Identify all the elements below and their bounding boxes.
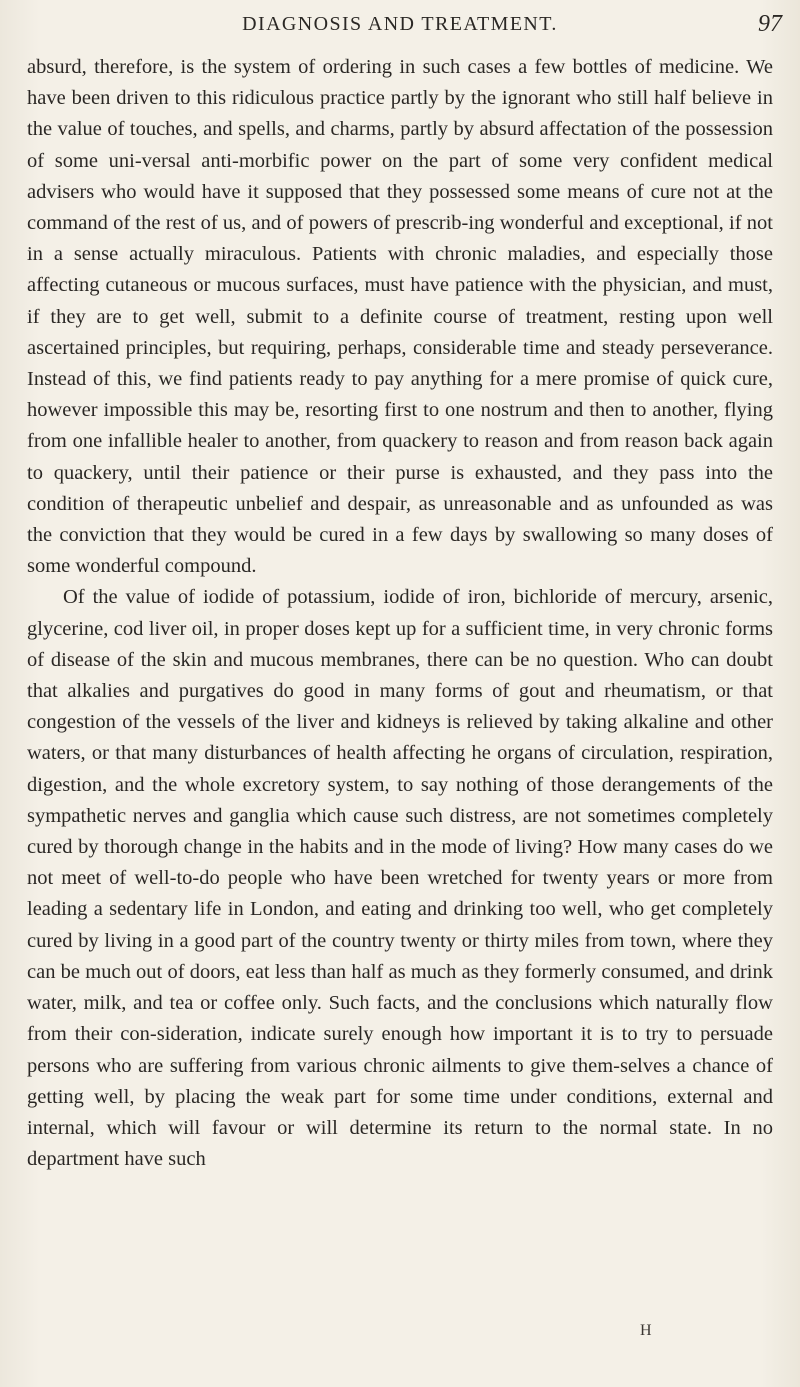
running-title: DIAGNOSIS AND TREATMENT. — [242, 13, 558, 35]
paragraph-continued: absurd, therefore, is the system of ordering in such cases a few bottles of medicine. We have been driven to this ridiculous practice partly by the ignorant who still half believe in the value of touches, and spells, and charms, partly by absurd affectation of the possession of some uni-versal anti-morbific power on the part of some very confident medical advisers who would have it supposed that they possessed some means of cure not at the command of the rest of us, and of powers of prescrib-ing wonderful and exceptional, if not in a sense actually miraculous. Patients with chronic maladies, and especially those affecting cutaneous or mucous surfaces, must have patience with the physician, and must, if they are to get well, submit to a definite course of treatment, resting upon well ascertained principles, but requiring, perhaps, considerable time and steady perseverance. Instead of this, we find patients ready to pay anything for a mere promise of quick cure, however impossible this may be, resorting first to one nostrum and then to another, flying from one infallible healer to another, from quackery to reason and from reason back again to quackery, until their patience or their purse is exhausted, and they pass into the condition of therapeutic unbelief and despair, as unreasonable and as unfounded as was the conviction that they would be cured in a few days by swallowing so many doses of some wonderful compound. — [27, 56, 773, 578]
signature-mark: H — [640, 1322, 653, 1339]
paragraph-remedies: Of the value of iodide of potassium, iodide of iron, bichloride of mercury, arsenic, glycerine, cod liver oil, in proper doses kept up for a sufficient time, in very chronic forms of disease of the skin and mucous membranes, there can be no question. Who can doubt that alkalies and purgatives do good in many forms of gout and rheumatism, or that congestion of the vessels of the liver and kidneys is relieved by taking alkaline and other waters, or that many disturbances of health affecting he organs of circulation, respiration, digestion, and the whole excretory system, to say nothing of those derangements of the sympathetic nerves and ganglia which cause such distress, are not sometimes completely cured by thorough change in the habits and in the mode of living? How many cases do we not meet of well-to-do people who have been wretched for twenty years or more from leading a sedentary life in London, and eating and drinking too well, who get completely cured by living in a good part of the country twenty or thirty miles from town, where they can be much out of doors, eat less than half as much as they formerly consumed, and drink water, milk, and tea or coffee only. Such facts, and the conclusions which naturally flow from their con-sideration, indicate surely enough how important it is to try to persuade persons who are suffering from various chronic ailments to give them-selves a chance of getting well, by placing the weak part for some time under conditions, external and internal, which will favour or will determine its return to the normal state. In no department have such — [27, 586, 773, 1171]
page-number: 97 — [758, 11, 782, 37]
running-head — [0, 8, 800, 48]
body-text — [27, 52, 773, 1175]
